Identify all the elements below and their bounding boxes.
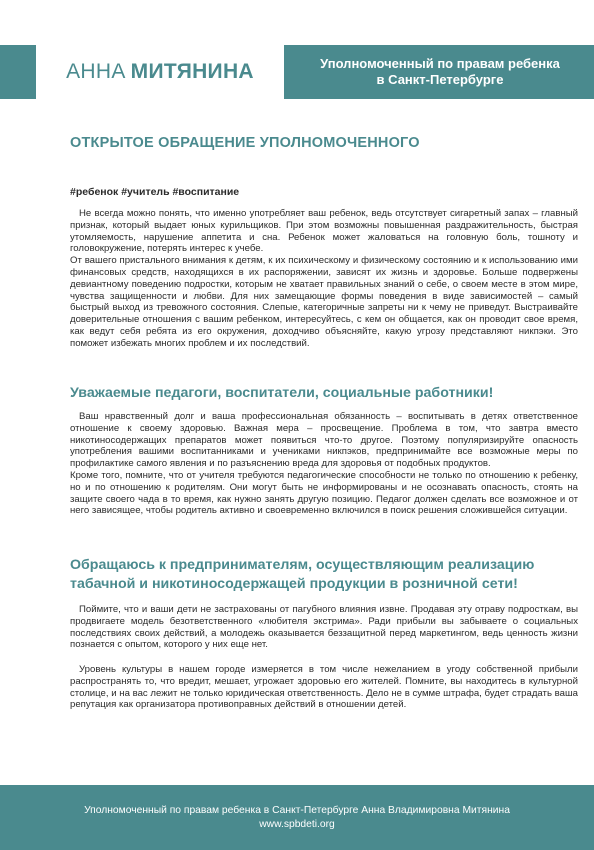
logo-last-name: МИТЯНИНА [130, 60, 254, 83]
entrepreneurs-text-1 [70, 604, 578, 651]
logo [36, 45, 284, 99]
logo-first-name: АННА [66, 60, 126, 83]
section-heading-entrepreneurs [70, 556, 580, 594]
page-title: ОТКРЫТОЕ ОБРАЩЕНИЕ УПОЛНОМОЧЕННОГО [70, 135, 420, 151]
educators-paragraph-2: Кроме того, помните, что от учителя требуются педагогические способности не только по отношению к ребенку, но и по отношению к родителям. Они могут быть не информированы и не осознавать опасность, стоять на защите своего чада в то время, как нужно занять другую позицию. Педагог должен сделать все возможное и от него зависящее, чтобы родитель активно и своевременно включился в поиск решения сложившейся ситуации. [70, 469, 578, 517]
intro-paragraph-1: Не всегда можно понять, что именно употребляет ваш ребенок, ведь отсутствует сигаретный запах – главный признак, который выдает юных курильщиков. При этом возможны повышенная раздражительность, быстрая утомляемость, нарушение аппетита и сна. Ребенок может жаловаться на головную боль, тошноту и головокружение, потерять интерес к учебе. [70, 208, 578, 255]
educators-paragraph-1: Ваш нравственный долг и ваша профессиональная обязанность – воспитывать в детях ответственное отношение к своему здоровью. Важная мера – просвещение. Проблема в том, что завтра вместо никотиносодержащих препаратов может появиться что-то другое. Поэтому популяризируйте опасность употребления вашими воспитанниками и учениками никпэков, предпринимайте все возможные меры по профилактике самого явления и по разъяснению вреда для здоровья от подобных продуктов. [70, 411, 578, 470]
header-title-line1: Уполномоченный по правам ребенка [320, 56, 560, 71]
section-heading-entrepreneurs-line2: табачной и никотиносодержащей продукции в розничной сети! [70, 576, 518, 592]
entrepreneurs-text-2 [70, 664, 578, 711]
entrepreneurs-paragraph-2: Уровень культуры в нашем городе измеряется в том числе нежеланием в угоду собственной прибыли распространять то, что вредит, мешает, угрожает здоровью его жителей. Помните, вы находитесь в культурной столице, и на вас лежит не только юридическая ответственность. Дело не в сумме штрафа, будет страдать ваша репутация как организатора противоправных действий в отношении детей. [70, 664, 578, 711]
footer-website: www.spbdeti.org [259, 818, 335, 830]
educators-text [70, 411, 578, 517]
section-heading-educators: Уважаемые педагоги, воспитатели, социальные работники! [70, 385, 494, 401]
footer-line1: Уполномоченный по правам ребенка в Санкт-Петербурге Анна Владимировна Митянина [84, 804, 510, 816]
header-title [292, 45, 588, 99]
section-heading-entrepreneurs-line1: Обращаюсь к предпринимателям, осуществляющим реализацию [70, 557, 535, 573]
header-title-line2: в Санкт-Петербурге [376, 72, 504, 87]
intro-text [70, 208, 578, 350]
hashtags: #ребенок #учитель #воспитание [70, 186, 240, 198]
intro-paragraph-2: От вашего пристального внимания к детям, к их психическому и физическому состоянию и к использованию ими финансовых средств, находящихся в их распоряжении, зависят их жизнь и здоровье. Больше подвержены девиантному поведению подростки, которым не хватает правильных знаний о себе, о своем месте в этом мире, чувства защищенности и любви. Для них замещающие формы поведения в виде зависимостей – самый быстрый выход из тревожного состояния. Слепые, категоричные запреты ни к чему не приведут. Выстраивайте доверительные отношения с вашим ребенком, интересуйтесь, с кем он общается, как он проводит свое время, как ведут себя ребята из его окружения, доходчиво объясняйте, какую угрозу представляют никпэки. Это поможет избежать многих проблем и их последствий. [70, 255, 578, 349]
footer [0, 785, 594, 850]
entrepreneurs-paragraph-1: Поймите, что и ваши дети не застрахованы от пагубного влияния извне. Продавая эту отраву подросткам, вы продвигаете модель безответственного «любителя экстрима». Ради прибыли вы забываете о социальных последствиях своих действий, а молодежь оказывается беззащитной перед маркетингом, ведь ценность жизни познается с опытом, которого у них еще нет. [70, 604, 578, 651]
